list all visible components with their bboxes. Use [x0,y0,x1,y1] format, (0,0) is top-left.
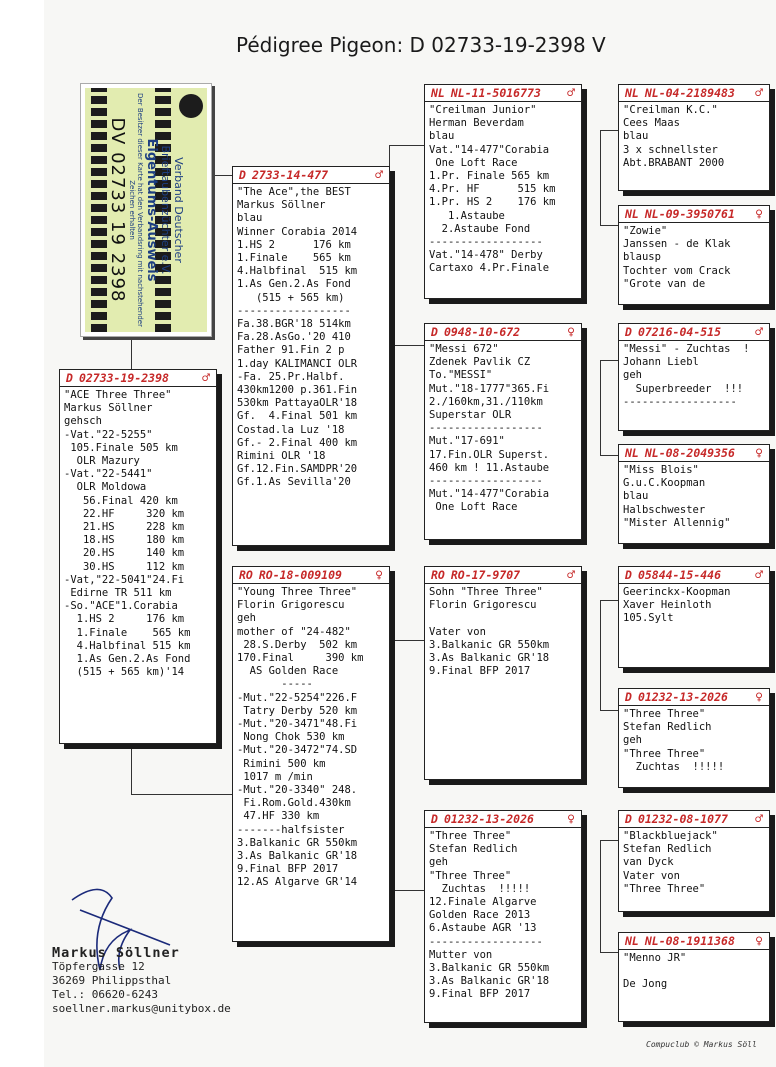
card-line: Stefan Redlich [429,843,518,856]
card-line: Superstar OLR [429,409,512,422]
connector [389,145,424,146]
card-line: Sohn "Three Three" [429,586,543,598]
pedigree-card-fff [618,84,770,191]
card-line: Nong Chok 530 km [237,731,345,744]
card-line: 1.Pr. HS 2 176 km [429,196,556,209]
sex-icon: ♂ [202,370,210,386]
card-line: "Messi" - Zuchtas ! [623,343,750,355]
stamp-org-line2: Brieftaubenzüchter e.V. [159,145,172,275]
country-code: RO [431,568,445,582]
card-header [619,206,769,223]
card-line: -Vat."22-5255" [64,428,153,441]
card-line: 430km1200 p.361.Fin [237,384,358,397]
card-line: "Mister Allennig" [623,516,731,529]
connector [600,840,618,841]
card-line: -Mut."20-3471"48.Fi [237,718,358,731]
card-line: 3 x schnellster [623,143,718,156]
card-line: Gf.12.Fin.SAMDPR'20 [237,463,358,476]
card-line: 170.Final 390 km [237,652,364,665]
connector [389,890,424,891]
card-line: "Messi 672" [429,343,499,355]
card-line: One Loft Race [429,501,518,514]
card-line: Herman Beverdam [429,117,524,130]
card-line: Halbschwester [623,503,706,516]
connector [600,952,618,953]
ring-number: NL-04-2189483 [644,86,735,100]
card-line: 4.Halbfinal 515 km [237,265,358,278]
card-header [425,811,581,828]
card-body [619,584,769,628]
ring-number: 0948-10-672 [443,325,521,339]
owner-city: 36269 Philippsthal [52,974,172,987]
country-code: NL [625,86,639,100]
card-line: Gf.1.As Sevilla'20 [237,476,351,489]
card-line: Vater von [623,869,680,882]
ownership-card [80,83,212,337]
card-line: Superbreeder !!! [623,382,744,395]
card-line: ------------------ [429,422,543,435]
card-line: blausp [623,251,661,264]
ring-number: 07216-04-515 [637,325,722,339]
card-line: "Three Three" [623,747,706,760]
card-line: Geerinckx-Koopman [623,586,731,598]
ring-number: NL-11-5016773 [450,86,541,100]
card-body [60,387,216,681]
card-line [623,965,765,978]
card-line: 28.S.Derby 502 km [237,638,358,651]
card-line: 47.HF 330 km [237,810,320,823]
pedigree-card-mf [424,566,582,780]
card-line: OLR Mazury [64,455,140,468]
connector [600,600,601,710]
card-line: -So."ACE"1.Corabia [64,600,178,613]
connector [600,130,601,225]
pedigree-card-subject [59,369,217,744]
card-line: 6.Astaube AGR '13 [429,922,537,935]
card-line: Stefan Redlich [623,721,712,734]
card-line: Abt.BRABANT 2000 [623,156,725,169]
ring-number: 2733-14-477 [251,168,329,182]
card-line: 18.HS 180 km [64,534,185,547]
country-code: NL [625,934,639,948]
card-header [425,324,581,341]
sex-icon: ♂ [755,567,763,583]
card-line: -Mut."20-3340" 248. [237,784,358,797]
card-line: 3.As Balkanic GR'18 [237,850,358,863]
card-line: G.u.C.Koopman [623,477,706,490]
sex-icon: ♀ [755,206,763,222]
country-code: NL [625,207,639,221]
card-line: Johann Liebl [623,356,699,369]
card-line: Winner Corabia 2014 [237,225,358,238]
stamp-doc-title: Eigentums-Ausweis [144,138,159,282]
card-line: 3.Balkanic GR 550km [429,962,550,975]
card-line: "Zowie" [623,225,668,237]
card-line: Markus Söllner [237,199,326,212]
card-line: 20.HS 140 km [64,547,185,560]
card-line: 1.HS 2 176 km [237,238,351,251]
card-line: (515 + 565 km) [237,291,345,304]
card-line: 22.HF 320 km [64,507,185,520]
sex-icon: ♂ [755,85,763,101]
owner-name: Markus Söllner [52,945,180,961]
stamp-pattern [91,88,107,332]
connector [600,455,618,456]
pedigree-card-fmf [618,323,770,431]
card-line: geh [623,369,642,382]
pedigree-card-ffm [618,205,770,305]
card-line: 530km PattayaOLR'18 [237,397,358,410]
card-line: 1.Finale 565 km [237,252,351,265]
ring-number: 05844-15-446 [637,568,722,582]
card-line: 17.Fin.OLR Superst. [429,448,550,461]
ring-number: NL-08-2049356 [644,446,735,460]
card-line: Zuchtas !!!!! [429,882,531,895]
card-line: ------------------ [237,304,351,317]
card-line: 1.As Gen.2.As Fond [237,278,351,291]
card-line: 1.day KALIMANCI OLR [237,357,358,370]
card-line: De Jong [623,978,668,991]
card-body [425,584,581,680]
card-line: -Vat,"22-5041"24.Fi [64,573,185,586]
card-header [425,567,581,584]
card-line: 21.HS 228 km [64,521,185,534]
card-header [619,85,769,102]
card-line: AS Golden Race [237,665,339,678]
connector [600,360,618,361]
card-line: 12.Finale Algarve [429,896,537,909]
card-line: 2./160km,31./110km [429,395,543,408]
card-line: -Vat."22-5441" [64,468,153,481]
sex-icon: ♀ [755,933,763,949]
country-code: D [66,371,73,385]
card-line: Vater von [429,625,486,638]
connector [131,794,233,795]
card-header [619,811,769,828]
card-header [233,567,389,584]
card-header [619,567,769,584]
card-line: 4.Halbfinal 515 km [64,639,191,652]
card-line: 30.HS 112 km [64,560,185,573]
pedigree-card-mff [618,566,770,668]
card-line: Tochter vom Crack [623,264,731,277]
card-line: "Creilman K.C." [623,104,718,116]
card-line: blau [429,130,455,143]
card-line: 3.Balkanic GR 550km [429,638,550,651]
pedigree-card-mm [424,810,582,1023]
card-header [619,689,769,706]
card-line: Mut."14-477"Corabia [429,488,550,501]
card-line: Rimini 500 km [237,757,326,770]
card-header [233,167,389,184]
card-line: "The Ace",the BEST [237,186,351,198]
card-line: Markus Söllner [64,402,153,415]
card-line: (515 + 565 km)'14 [64,666,185,679]
card-header [619,324,769,341]
card-line: Gf.- 2.Final 400 km [237,436,358,449]
country-code: NL [431,86,445,100]
sex-icon: ♂ [567,85,575,101]
card-line: To."MESSI" [429,369,493,382]
country-code: D [431,325,438,339]
connector [600,225,618,226]
card-line: Zdenek Pavlik CZ [429,356,531,369]
card-line: ------------------ [429,236,543,249]
country-code: NL [625,446,639,460]
ring-number: 01232-13-2026 [637,690,728,704]
card-line: 9.Final BFP 2017 [429,988,531,1001]
country-code: RO [239,568,253,582]
card-line: geh [237,612,256,625]
card-line: "Three Three" [429,830,512,842]
card-line: Golden Race 2013 [429,909,531,922]
ring-number: 02733-19-2398 [78,371,169,385]
connector [600,130,618,131]
country-code: D [625,325,632,339]
sex-icon: ♀ [375,567,383,583]
pedigree-card-father [232,166,390,546]
card-line: 3.Balkanic GR 550km [237,836,358,849]
card-line [429,612,577,625]
card-line: blau [623,130,649,143]
owner-email: soellner.markus@unitybox.de [52,1002,231,1015]
stamp-org-line1: Verband Deutscher [172,157,185,263]
card-body [619,102,769,172]
pedigree-card-fmm [618,444,770,544]
card-line: Cees Maas [623,117,680,130]
connector [600,710,618,711]
card-body [619,341,769,411]
ring-number: 01232-08-1077 [637,812,728,826]
sex-icon: ♀ [567,811,575,827]
card-line: 12.AS Algarve GR'14 [237,876,358,889]
card-line: 460 km ! 11.Astaube [429,461,550,474]
card-header [425,85,581,102]
card-line: "Menno JR" [623,952,687,964]
ring-number: RO-17-9707 [450,568,521,582]
card-line: "Blackbluejack" [623,830,718,842]
card-body [619,950,769,994]
pedigree-card-mmf [618,810,770,912]
card-line: Stefan Redlich [623,843,712,856]
stamp-ring-number: DV 02733 19 2398 [107,117,128,303]
card-line: One Loft Race [429,156,518,169]
card-line: 2.Astaube Fond [429,222,531,235]
card-line: -------halfsister [237,823,345,836]
card-line: blau [623,490,649,503]
stamp-note: Der Besitzer dieser Karte hat den Verbandsring mit nachstehender Zeichen erhalten [128,93,144,327]
card-line: -Mut."22-5254"226.F [237,691,358,704]
card-body [425,341,581,517]
card-line: van Dyck [623,856,674,869]
card-line: Florin Grigorescu [429,599,537,612]
pedigree-card-mfm [618,688,770,788]
card-line: 9.Final BFP 2017 [429,665,531,678]
card-line: 1.Finale 565 km [64,626,191,639]
card-line: Zuchtas !!!!! [623,760,725,773]
card-line: 4.Pr. HF 515 km [429,183,556,196]
card-line: OLR Moldowa [64,481,147,494]
card-line: gehsch [64,415,102,428]
card-line: Xaver Heinloth [623,599,712,612]
card-body [619,706,769,776]
card-line: "Three Three" [623,882,706,895]
card-line: 1.Astaube [429,209,505,222]
card-line: Gf. 4.Final 501 km [237,410,358,423]
card-line: ------------------ [429,935,543,948]
sex-icon: ♀ [567,324,575,340]
card-line: Edirne TR 511 km [64,587,172,600]
card-line: 3.As Balkanic GR'18 [429,975,550,988]
connector [389,345,424,346]
card-line: 1.Pr. Finale 565 km [429,170,550,183]
card-body [619,223,769,293]
connector [600,360,601,455]
sex-icon: ♂ [755,324,763,340]
sex-icon: ♂ [755,811,763,827]
card-line: 105.Sylt [623,612,674,625]
card-line: Fa.28.AsGo.'20 410 [237,331,351,344]
country-code: D [625,812,632,826]
country-code: D [625,568,632,582]
card-body [425,828,581,1004]
card-line: Florin Grigorescu [237,599,345,612]
card-body [233,584,389,892]
owner-street: Töpfergasse 12 [52,960,145,973]
card-line: geh [623,734,642,747]
connector [600,840,601,952]
card-line: blau [237,212,263,225]
card-line: Vat."14-477"Corabia [429,143,550,156]
connector [600,600,618,601]
card-line: mother of "24-482" [237,625,351,638]
card-line: Mutter von [429,948,493,961]
connector [389,640,424,641]
card-body [619,828,769,898]
owner-phone: Tel.: 06620-6243 [52,988,158,1001]
card-line: Fi.Rom.Gold.430km [237,797,351,810]
sex-icon: ♀ [755,445,763,461]
card-line: Fa.38.BGR'18 514km [237,318,351,331]
card-line: ------------------ [623,395,737,408]
card-line: ------------------ [429,475,543,488]
footer-credit: Compuclub © Markus Söll [646,1040,757,1049]
card-line: Tatry Derby 520 km [237,704,358,717]
card-line: Father 91.Fin 2 p [237,344,345,357]
sex-icon: ♂ [375,167,383,183]
ring-number: NL-08-1911368 [644,934,735,948]
owner-address [52,946,231,1016]
sex-icon: ♂ [567,567,575,583]
card-body [619,462,769,532]
card-line: 1.HS 2 176 km [64,613,185,626]
page-title: Pédigree Pigeon: D 02733-19-2398 V [236,33,606,57]
card-line: "Three Three" [429,869,512,882]
country-code: D [625,690,632,704]
page-margin [0,0,44,1067]
card-line: Vat."14-478" Derby [429,249,543,262]
card-line: Mut."17-691" [429,435,505,448]
pedigree-card-mmm [618,932,770,1022]
card-line: ----- [237,678,313,691]
pedigree-card-ff [424,84,582,299]
card-line: geh [429,856,448,869]
card-body [233,184,389,492]
country-code: D [239,168,246,182]
card-line: 1017 m /min [237,770,313,783]
pedigree-card-fm [424,323,582,540]
ring-number: 01232-13-2026 [443,812,534,826]
card-line: 1.As Gen.2.As Fond [64,653,191,666]
card-line: 3.As Balkanic GR'18 [429,652,550,665]
card-line: Janssen - de Klak [623,238,731,251]
card-header [619,445,769,462]
card-line: "Three Three" [623,708,706,720]
card-line: 56.Final 420 km [64,494,178,507]
connector [131,743,132,794]
card-line: 105.Finale 505 km [64,441,178,454]
sex-icon: ♀ [755,689,763,705]
card-line: Mut."18-1777"365.Fi [429,382,550,395]
card-line: 9.Final BFP 2017 [237,863,339,876]
card-line: "ACE Three Three" [64,389,172,401]
card-line: "Miss Blois" [623,464,699,476]
country-code: D [431,812,438,826]
card-line: -Fa. 25.Pr.Halbf. [237,370,345,383]
ring-number: NL-09-3950761 [644,207,735,221]
ring-number: RO-18-009109 [258,568,342,582]
pedigree-card-mother [232,566,390,942]
card-line: Cartaxo 4.Pr.Finale [429,262,550,275]
card-line: Costad.la Luz '18 [237,423,345,436]
card-line: "Grote van de [623,277,706,290]
card-header [60,370,216,387]
card-line: -Mut."20-3472"74.SD [237,744,358,757]
card-body [425,102,581,278]
card-line: "Young Three Three" [237,586,358,598]
card-line: "Creilman Junior" [429,104,537,116]
card-header [619,933,769,950]
card-line: Rimini OLR '18 [237,450,326,463]
